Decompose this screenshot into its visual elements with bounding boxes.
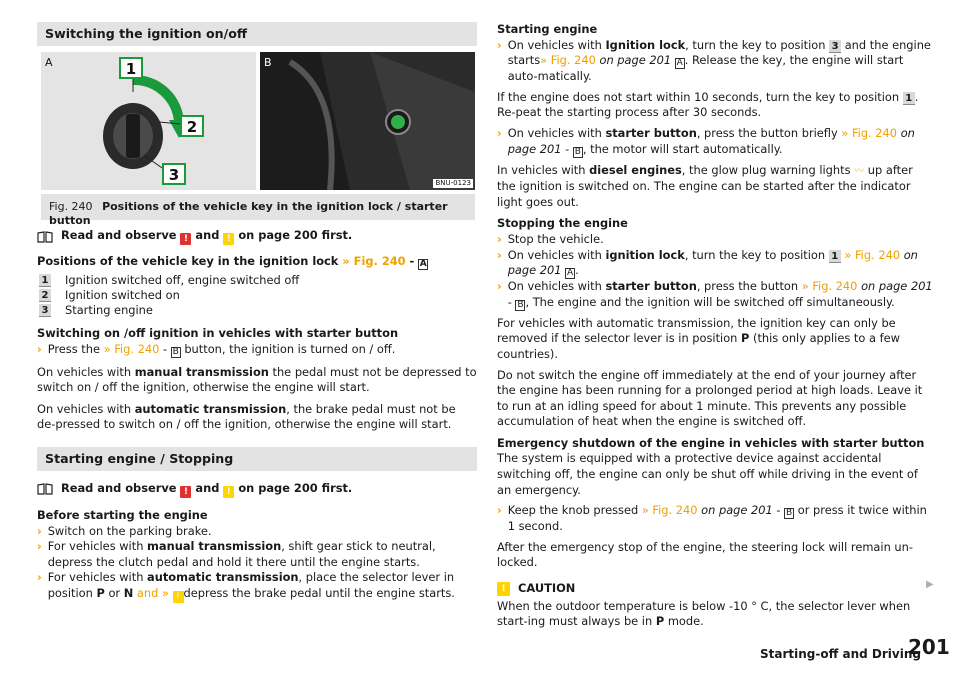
bullet-text: and the engine starts	[507, 37, 931, 68]
key-head	[126, 114, 140, 158]
read-note-1	[37, 228, 477, 245]
fig-letter-b: B	[574, 146, 581, 157]
page-ref: on page 201	[861, 279, 933, 294]
bullet-text: and »	[136, 585, 169, 600]
page-ref: on page 201	[701, 503, 773, 518]
para-text: . Re-peat the starting process after 30 seconds.	[497, 89, 919, 120]
chevron-right-icon: ›	[37, 539, 42, 554]
before-heading: Before starting the engine	[37, 507, 208, 522]
bullet-text: , press the button	[696, 279, 799, 294]
read-note-2	[37, 481, 477, 498]
fig-letter-b: B	[517, 299, 524, 310]
callout-2: 2	[186, 118, 198, 136]
read-note-text: Read and observe	[61, 228, 177, 242]
stopping-heading: Stopping the engine	[497, 216, 628, 231]
figure-code: BNU-0123	[435, 179, 471, 187]
fig-link[interactable]: » Fig. 240	[844, 247, 901, 262]
figure-panel-b	[260, 52, 475, 190]
before-bullet-1	[37, 524, 477, 540]
start-bullet-2: › On vehicles with starter button, press the button briefly » Fig. 240 on page 201 - B , the motor will start automatically.	[497, 125, 915, 157]
list-item	[37, 273, 477, 288]
bullet-text: button, the ignition is turned on / off.	[184, 341, 396, 356]
bullet-text: On vehicles with	[507, 37, 602, 52]
position-number: 1	[829, 250, 841, 263]
fig-link[interactable]: » Fig. 240	[342, 254, 406, 268]
bullet-text: The engine and the ignition will be switched off simultaneously.	[532, 294, 895, 309]
fig-letter-a: A	[676, 58, 683, 69]
para-text: the pedal must not be depressed to switch on / off the ignition, otherwise the engine will start.	[37, 364, 477, 395]
bullet-text: or	[108, 585, 121, 600]
fig-link[interactable]: » Fig. 240	[841, 125, 898, 140]
caution-text	[497, 599, 935, 630]
position-p: P	[741, 331, 750, 346]
starting-heading: Starting engine	[497, 22, 598, 36]
fig-letter-b: B	[786, 508, 793, 519]
callout-3: 3	[168, 166, 180, 184]
para-text: , the brake pedal must not be de-pressed to switch on / off the ignition, otherwise the engine will start.	[37, 401, 456, 432]
chevron-right-icon: ›	[497, 247, 502, 262]
chevron-right-icon: ›	[497, 125, 502, 140]
bullet-text: On vehicles with	[507, 125, 602, 140]
do-not-paragraph: Do not switch the engine off immediately at the end of your journey after the engine has been running for a prolonged period at high loads. Leave it to run at an idling speed for about 1 minute. This prevents any possible accumulation of heat when the engine is switched off.	[497, 367, 923, 429]
bullet-bold: starter button	[605, 279, 697, 294]
emergency-text: The system is equipped with a protective device against accidental switching off, the engine can only be shut off while driving in the event of an emergency.	[497, 451, 918, 497]
fig-link[interactable]: » Fig. 240	[540, 53, 596, 68]
fig-letter-b: B	[172, 346, 179, 357]
auto-paragraph	[37, 402, 477, 433]
caption-label: Fig. 240	[49, 200, 93, 213]
para-text: , the glow plug warning lights	[681, 162, 851, 177]
before-bullet-2	[37, 539, 477, 570]
bullet-text: depress the brake pedal until the engine starts.	[183, 585, 455, 600]
ignition-lock-illustration	[41, 52, 256, 190]
section-title-starting: Starting engine / Stopping	[37, 447, 477, 471]
chevron-right-icon: ›	[37, 523, 42, 538]
emergency-bullet: › Keep the knob pressed » Fig. 240 on page 201 - B or press it twice within 1 second.	[497, 503, 927, 534]
caution-icon: !	[497, 582, 510, 596]
para-text: On vehicles with	[37, 401, 132, 416]
bullet-text: On vehicles with	[507, 247, 602, 262]
chevron-right-icon: ›	[497, 279, 502, 294]
page-ref: on page 201	[507, 125, 915, 156]
bullet-bold: starter button	[605, 125, 697, 140]
figure-caption	[41, 194, 475, 227]
para-bold: diesel engines	[589, 162, 682, 177]
position-number: 1	[39, 274, 51, 287]
bullet-text: , shift gear stick to neutral, depress the clutch pedal and hold it there until the engine starts.	[47, 539, 436, 569]
starter-heading: Switching on /off ignition in vehicles with starter button	[37, 326, 399, 340]
warning-yellow-icon: !	[223, 486, 234, 498]
diesel-paragraph	[497, 163, 935, 211]
right-column	[497, 22, 935, 630]
position-number: 3	[39, 304, 51, 317]
bullet-text: Keep the knob pressed	[507, 503, 639, 518]
read-note-and: and	[195, 480, 220, 495]
book-icon	[37, 231, 53, 243]
bullet-text: Switch on the parking brake.	[47, 523, 212, 538]
before-bullet-3	[37, 570, 477, 603]
glow-plug-icon: 〰	[854, 165, 865, 177]
fig-link[interactable]: » Fig. 240	[103, 341, 160, 356]
bullet-bold: manual transmission	[147, 539, 282, 554]
bullet-text: Press the	[47, 341, 100, 356]
para-text: up after the ignition is switched on. The engine can be started after the indicator light goes out.	[497, 162, 913, 209]
caution-heading	[497, 581, 935, 597]
fig-link[interactable]: » Fig. 240	[801, 279, 858, 294]
para-bold: automatic transmission	[134, 401, 287, 416]
chevron-right-icon: ›	[37, 570, 42, 585]
start-bullet-1	[497, 38, 935, 85]
auto-key-paragraph	[497, 316, 935, 363]
position-number: 3	[829, 40, 841, 53]
figure-panel-a	[41, 52, 256, 190]
list-item	[37, 303, 477, 318]
bullet-bold: Ignition lock	[605, 37, 686, 52]
figure-240	[41, 52, 475, 190]
starter-button-light	[391, 115, 405, 129]
caption-text: Positions of the vehicle key in the ignition lock / starter button	[49, 200, 448, 227]
para-text: For vehicles with automatic transmission, the ignition key can only be removed if the selector lever is in position	[497, 315, 896, 346]
warning-red-icon: !	[180, 233, 191, 245]
para-text: When the outdoor temperature is below -10 ° C, the selector lever when start-ing must always be in	[497, 598, 911, 629]
stop-bullet-1	[497, 232, 935, 248]
positions-intro-text: Positions of the vehicle key in the ignition lock	[37, 254, 339, 268]
bullet-text: , press the button briefly	[696, 125, 838, 140]
position-p: P	[96, 585, 105, 600]
fig-link[interactable]: » Fig. 240	[641, 503, 698, 518]
position-text: Ignition switched off, engine switched off	[65, 272, 300, 287]
chevron-right-icon: ›	[37, 341, 42, 356]
chevron-right-icon: ›	[497, 231, 502, 246]
warning-red-icon: !	[180, 486, 191, 498]
starter-button-illustration	[260, 52, 475, 190]
position-text: Starting engine	[65, 302, 153, 317]
para-text: (this only applies to a few countries).	[497, 331, 900, 361]
chevron-right-icon: ›	[497, 37, 502, 52]
stop-bullet-3: › On vehicles with starter button, press the button » Fig. 240 on page 201 - B , The engine and the ignition will be switched off simultaneously.	[497, 279, 933, 310]
read-note-text: Read and observe	[61, 480, 177, 495]
para-text: On vehicles with	[37, 364, 132, 379]
starter-bullet: › Press the » Fig. 240 - B button, the ignition is turned on / off.	[37, 341, 396, 357]
bullet-bold: ignition lock	[605, 247, 685, 262]
page-ref: on page 201	[507, 247, 918, 278]
fig-letter-a: A	[419, 259, 427, 269]
para-bold: manual transmission	[134, 364, 269, 379]
position-number: 1	[903, 92, 915, 105]
page-number: 201	[908, 635, 950, 659]
position-n: N	[123, 585, 134, 600]
bullet-text: , turn the key to position	[685, 37, 826, 52]
read-note-page: on page 200 first.	[238, 228, 353, 242]
panel-letter-b: B	[264, 56, 272, 69]
caution-label: CAUTION	[518, 581, 576, 596]
position-p: P	[655, 614, 665, 629]
para-text: If the engine does not start within 10 seconds, turn the key to position	[497, 89, 900, 104]
after-emergency-paragraph: After the emergency stop of the engine, the steering lock will remain un-locked.	[497, 539, 913, 570]
chevron-right-icon: ›	[497, 503, 502, 518]
section-title-ignition: Switching the ignition on/off	[37, 22, 477, 46]
positions-intro: Positions of the vehicle key in the ignition lock » Fig. 240 - A	[37, 254, 427, 269]
left-column	[37, 22, 477, 603]
positions-list	[37, 273, 477, 318]
warning-yellow-icon: !	[173, 591, 184, 603]
bullet-text: Stop the vehicle.	[507, 231, 604, 246]
bullet-text: , place the selector lever in position	[47, 570, 455, 600]
page-ref: on page 201	[599, 53, 672, 68]
callout-1: 1	[125, 60, 137, 78]
list-item	[37, 288, 477, 303]
position-number: 2	[39, 289, 51, 302]
read-note-page: on page 200 first.	[238, 480, 353, 495]
next-page-arrow-icon: ▶	[926, 579, 934, 590]
bullet-text: For vehicles with	[47, 539, 144, 554]
para-text: In vehicles with	[497, 162, 586, 177]
para-text: mode.	[667, 614, 704, 629]
bullet-text: On vehicles with	[507, 279, 602, 294]
bullet-text: , turn the key to position	[684, 247, 826, 262]
bullet-text: , the motor will start automatically.	[582, 141, 783, 156]
bullet-text: . Release the key, the engine will start auto-matically.	[507, 53, 904, 84]
read-note-and: and	[195, 228, 220, 242]
emergency-heading: Emergency shutdown of the engine in vehicles with starter button	[497, 435, 925, 450]
warning-yellow-icon: !	[223, 233, 234, 245]
panel-letter-a: A	[45, 56, 53, 69]
not-start-paragraph	[497, 90, 935, 121]
footer-chapter-title: Starting-off and Driving	[760, 647, 921, 661]
stop-bullet-2: › On vehicles with ignition lock, turn the key to position 1 » Fig. 240 on page 201 A .	[497, 247, 918, 279]
position-text: Ignition switched on	[65, 287, 180, 302]
manual-paragraph	[37, 365, 477, 396]
fig-letter-a: A	[567, 268, 574, 279]
bullet-text: For vehicles with	[47, 570, 144, 585]
bullet-bold: automatic transmission	[147, 570, 299, 585]
bullet-text: or press it twice within 1 second.	[507, 503, 927, 534]
book-icon	[37, 483, 53, 495]
